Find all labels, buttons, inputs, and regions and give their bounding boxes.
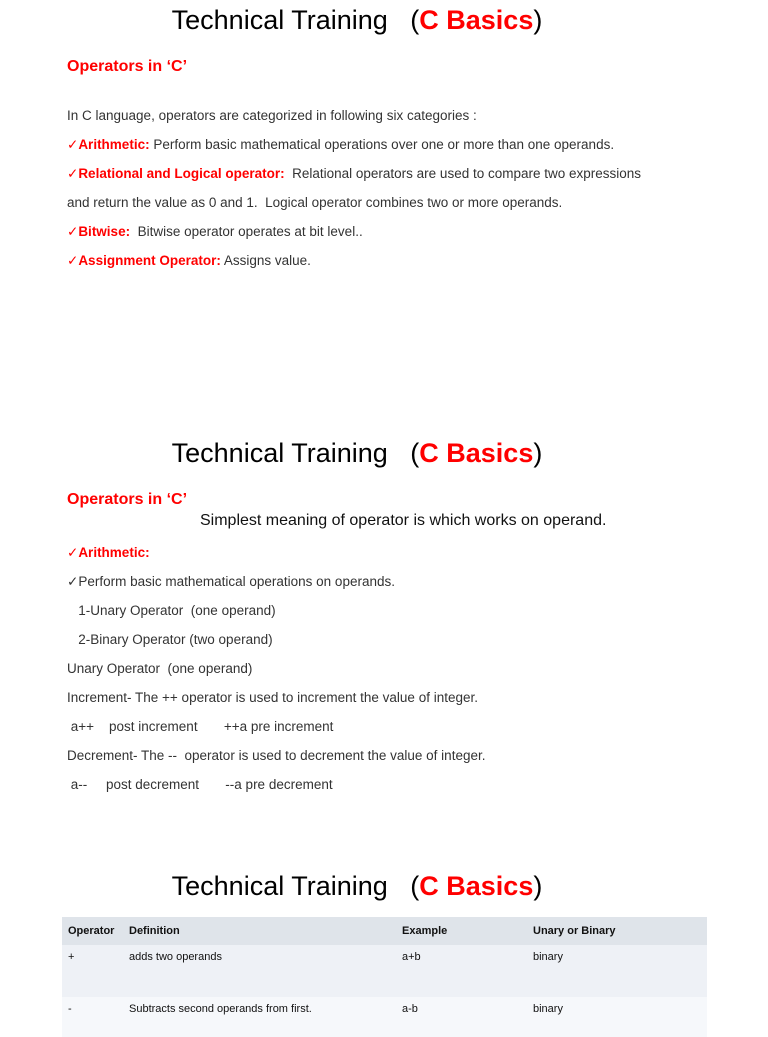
check-icon: ✓ bbox=[67, 574, 79, 589]
arith-line-6: Decrement- The -- operator is used to decrement the value of integer. bbox=[67, 748, 486, 763]
operators-table bbox=[62, 917, 707, 1037]
header-definition: Definition bbox=[129, 925, 180, 937]
check-icon: ✓ bbox=[67, 137, 79, 152]
section-heading-1: Operators in ‘C’ bbox=[67, 58, 188, 75]
title-1: Technical Training (C Basics) bbox=[171, 5, 543, 35]
arith-line-5: a++ post increment ++a pre increment bbox=[67, 719, 334, 734]
cell-type: binary bbox=[533, 1003, 563, 1015]
cell-operator: - bbox=[68, 1003, 72, 1015]
header-example: Example bbox=[402, 925, 448, 937]
item-assignment: ✓Assignment Operator: Assigns value. bbox=[67, 253, 311, 268]
lead-text: Simplest meaning of operator is which works on operand. bbox=[200, 512, 607, 529]
arithmetic-label: ✓Arithmetic: bbox=[67, 545, 150, 560]
table-row bbox=[62, 945, 707, 997]
check-icon: ✓ bbox=[67, 166, 79, 181]
cell-type: binary bbox=[533, 951, 563, 963]
header-unary-binary: Unary or Binary bbox=[533, 925, 616, 937]
table-row bbox=[62, 997, 707, 1037]
cell-example: a-b bbox=[402, 1003, 418, 1015]
cell-operator: + bbox=[68, 951, 75, 963]
item-relational-continuation: and return the value as 0 and 1. Logical operator combines two or more operands. bbox=[67, 195, 563, 210]
item-bitwise: ✓Bitwise: Bitwise operator operates at bit level.. bbox=[67, 224, 363, 239]
arith-line-3: Unary Operator (one operand) bbox=[67, 661, 253, 676]
arith-line-7: a-- post decrement --a pre decrement bbox=[67, 777, 333, 792]
title-2: Technical Training (C Basics) bbox=[171, 438, 543, 468]
check-icon: ✓ bbox=[67, 545, 79, 560]
check-icon: ✓ bbox=[67, 224, 79, 239]
arith-line-0: ✓Perform basic mathematical operations on operands. bbox=[67, 574, 395, 589]
arith-line-1: 1-Unary Operator (one operand) bbox=[67, 603, 276, 618]
section-heading-2: Operators in ‘C’ bbox=[67, 491, 188, 508]
table-header-row bbox=[62, 917, 707, 945]
intro-text: In C language, operators are categorized in following six categories : bbox=[67, 108, 477, 123]
check-icon: ✓ bbox=[67, 253, 79, 268]
cell-definition: adds two operands bbox=[129, 951, 222, 963]
arith-line-4: Increment- The ++ operator is used to increment the value of integer. bbox=[67, 690, 478, 705]
item-relational: ✓Relational and Logical operator: Relational operators are used to compare two expressions bbox=[67, 166, 642, 181]
item-arithmetic: ✓Arithmetic: Perform basic mathematical operations over one or more than one operands. bbox=[67, 137, 615, 152]
header-operator: Operator bbox=[68, 925, 115, 937]
cell-example: a+b bbox=[402, 951, 421, 963]
title-3: Technical Training (C Basics) bbox=[171, 871, 543, 901]
arith-line-2: 2-Binary Operator (two operand) bbox=[67, 632, 273, 647]
cell-definition: Subtracts second operands from first. bbox=[129, 1003, 312, 1015]
